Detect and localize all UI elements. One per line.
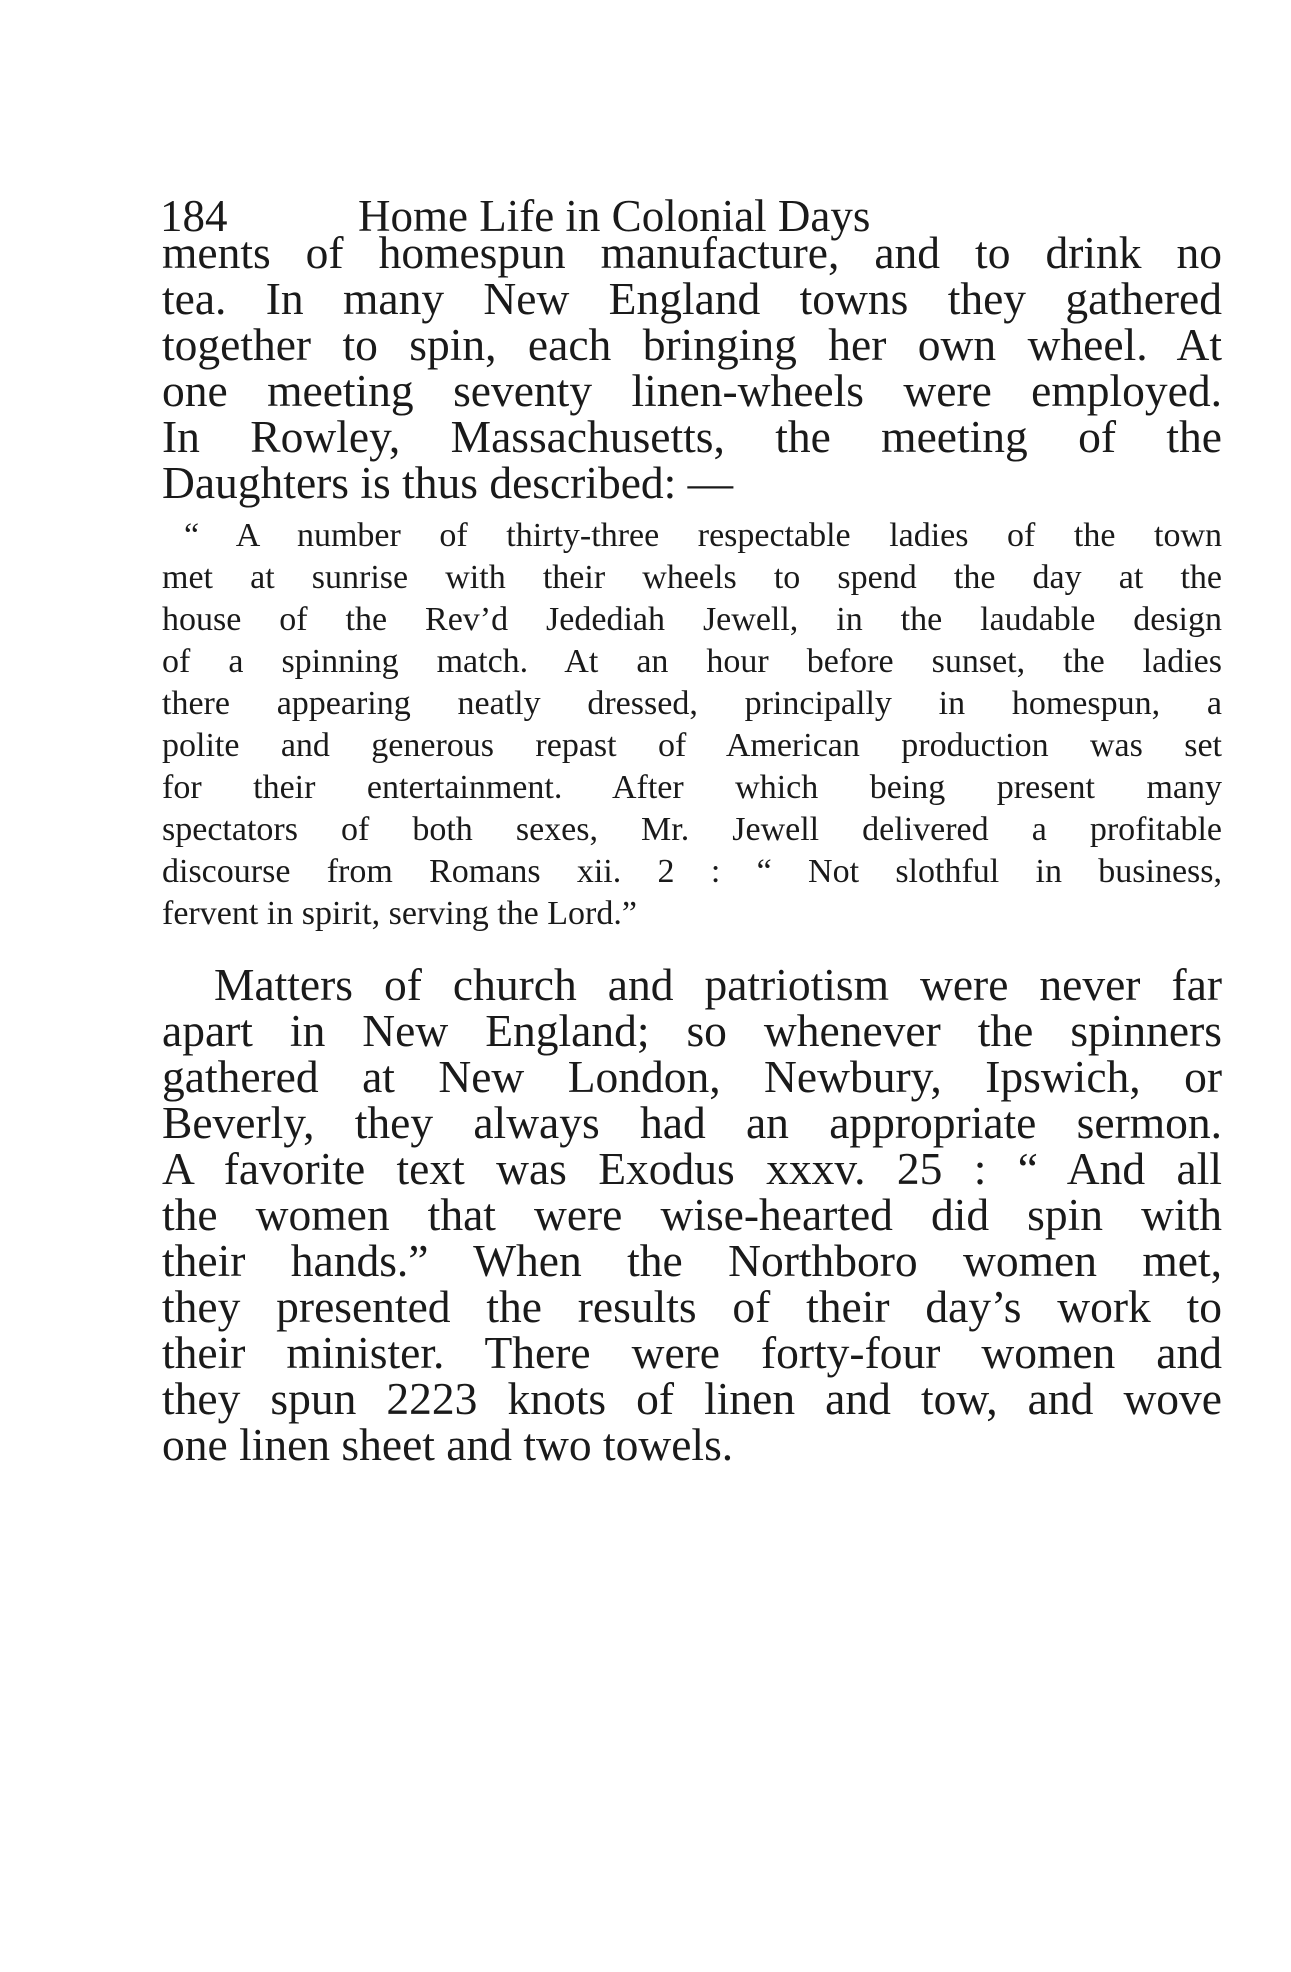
- quote-line: for their entertainment. After which being present many: [162, 769, 1222, 806]
- quote-line: discourse from Romans xii. 2 : “ Not slothful in business,: [162, 853, 1222, 890]
- quote-line: fervent in spirit, serving the Lord.”: [162, 895, 637, 932]
- text-line: the women that were wise-hearted did spin with: [162, 1189, 1222, 1240]
- text-line: one linen sheet and two towels.: [162, 1419, 734, 1470]
- quote-line: of a spinning match. At an hour before sunset, the ladies: [162, 643, 1222, 680]
- quote-line: polite and generous repast of American production was set: [162, 727, 1222, 764]
- text-line: Beverly, they always had an appropriate sermon.: [162, 1097, 1222, 1148]
- text-line: their hands.” When the Northboro women met,: [162, 1235, 1222, 1286]
- quote-line: met at sunrise with their wheels to spend the day at the: [162, 559, 1222, 596]
- quote-line: there appearing neatly dressed, principally in homespun, a: [162, 685, 1222, 722]
- text-line: together to spin, each bringing her own wheel. At: [162, 319, 1222, 370]
- page-number: 184: [160, 191, 228, 241]
- quote-line: house of the Rev’d Jedediah Jewell, in the laudable design: [162, 601, 1222, 638]
- running-title: Home Life in Colonial Days: [358, 191, 871, 241]
- text-line: A favorite text was Exodus xxxv. 25 : “ And all: [162, 1143, 1222, 1194]
- text-line: apart in New England; so whenever the spinners: [162, 1005, 1222, 1056]
- text-line: their minister. There were forty-four women and: [162, 1327, 1222, 1378]
- text-line: tea. In many New England towns they gathered: [162, 273, 1222, 324]
- quote-line: “ A number of thirty-three respectable ladies of the town: [184, 517, 1222, 554]
- text-line: they presented the results of their day’s work to: [162, 1281, 1222, 1332]
- text-line: they spun 2223 knots of linen and tow, and wove: [162, 1373, 1222, 1424]
- text-line: ments of homespun manufacture, and to drink no: [162, 227, 1222, 278]
- text-line: gathered at New London, Newbury, Ipswich, or: [162, 1051, 1222, 1102]
- text-line: one meeting seventy linen-wheels were employed.: [162, 365, 1222, 416]
- text-line: In Rowley, Massachusetts, the meeting of the: [162, 411, 1222, 462]
- text-line: Matters of church and patriotism were never far: [214, 959, 1222, 1010]
- text-line: Daughters is thus described: —: [162, 457, 734, 508]
- quote-line: spectators of both sexes, Mr. Jewell delivered a profitable: [162, 811, 1222, 848]
